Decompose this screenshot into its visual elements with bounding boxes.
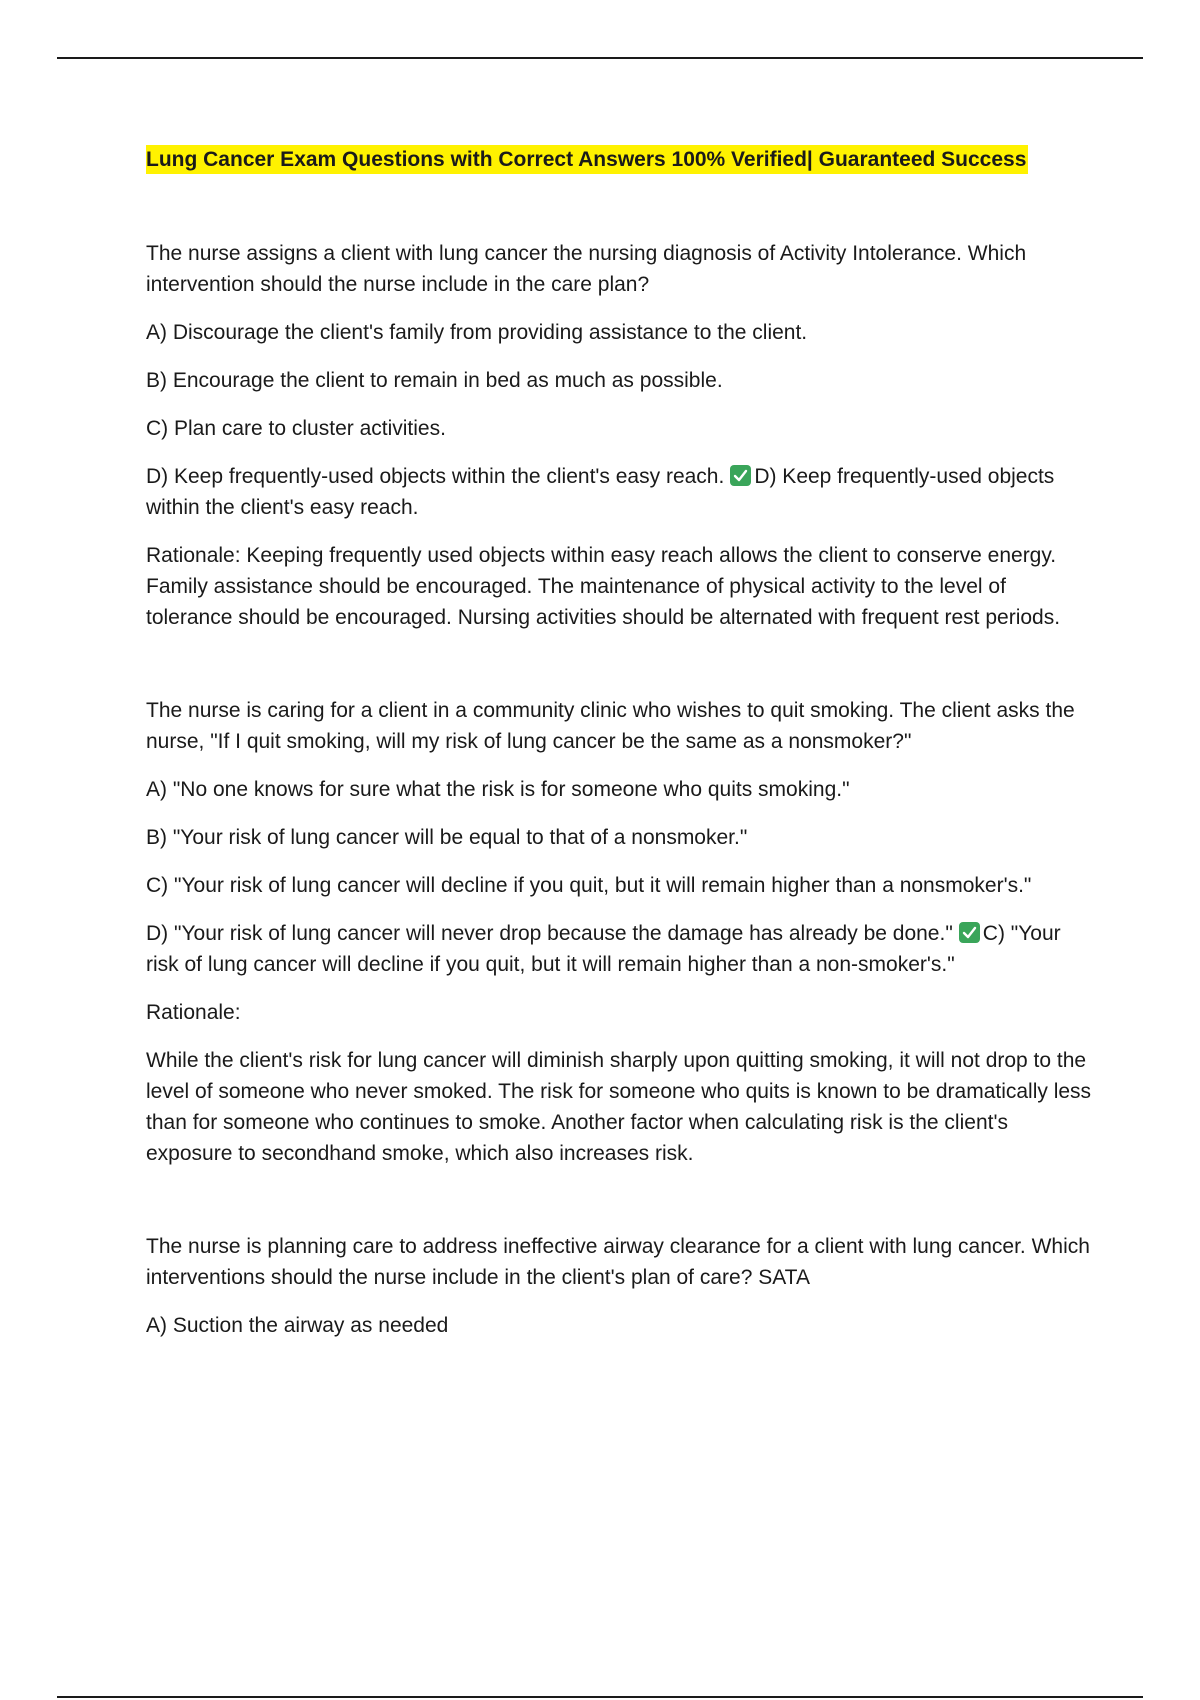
question-stem: The nurse is caring for a client in a community clinic who wishes to quit smoking. The client asks the nurse, "If I quit smoking, will my risk of lung cancer be the same as a nonsmoker?" [146, 699, 1075, 753]
check-box-icon [959, 922, 980, 943]
option-d: D) "Your risk of lung cancer will never drop because the damage has already be done." [146, 922, 953, 945]
option-a: A) Discourage the client's family from providing assistance to the client. [146, 321, 808, 344]
option-b: B) "Your risk of lung cancer will be equal to that of a nonsmoker." [146, 826, 748, 849]
footer-rule [57, 1696, 1143, 1698]
option-a: A) "No one knows for sure what the risk is for someone who quits smoking." [146, 778, 850, 801]
rationale: Rationale: Keeping frequently used objects within easy reach allows the client to conserve energy. Family assistance should be encouraged. The maintenance of physical activity to the level of tolerance should be encouraged. Nursing activities should be alternated with frequent rest periods. [146, 544, 1061, 629]
question-stem: The nurse is planning care to address ineffective airway clearance for a client with lung cancer. Which interventions should the nurse include in the client's plan of care? SATA [146, 1235, 1090, 1289]
option-d-with-answer [146, 918, 1096, 980]
header-rule [57, 57, 1143, 59]
rationale-label: Rationale: [146, 1001, 241, 1024]
option-a: A) Suction the airway as needed [146, 1314, 449, 1337]
correct-answer: C) "Your risk of lung cancer will decline if you quit, but it will remain higher than a non-smoker's." [146, 922, 1061, 976]
option-d: D) Keep frequently-used objects within the client's easy reach. [146, 465, 725, 488]
option-b: B) Encourage the client to remain in bed as much as possible. [146, 369, 723, 392]
question-2 [146, 695, 1096, 1169]
document-title: Lung Cancer Exam Questions with Correct Answers 100% Verified| Guaranteed Success [146, 145, 1028, 174]
correct-answer: D) Keep frequently-used objects within the client's easy reach. [146, 465, 1055, 519]
question-stem: The nurse assigns a client with lung cancer the nursing diagnosis of Activity Intolerance. Which intervention should the nurse include in the care plan? [146, 242, 1027, 296]
option-c: C) Plan care to cluster activities. [146, 417, 446, 440]
question-3 [146, 1231, 1096, 1341]
option-d-with-answer [146, 461, 1096, 523]
option-c: C) "Your risk of lung cancer will decline if you quit, but it will remain higher than a nonsmoker's." [146, 874, 1032, 897]
check-box-icon [730, 465, 751, 486]
question-1 [146, 238, 1096, 633]
document-body [146, 144, 1096, 1358]
rationale: While the client's risk for lung cancer will diminish sharply upon quitting smoking, it will not drop to the level of someone who never smoked. The risk for someone who quits is known to be dramatically less than for someone who continues to smoke. Another factor when calculating risk is the client's exposure to secondhand smoke, which also increases risk. [146, 1049, 1092, 1165]
